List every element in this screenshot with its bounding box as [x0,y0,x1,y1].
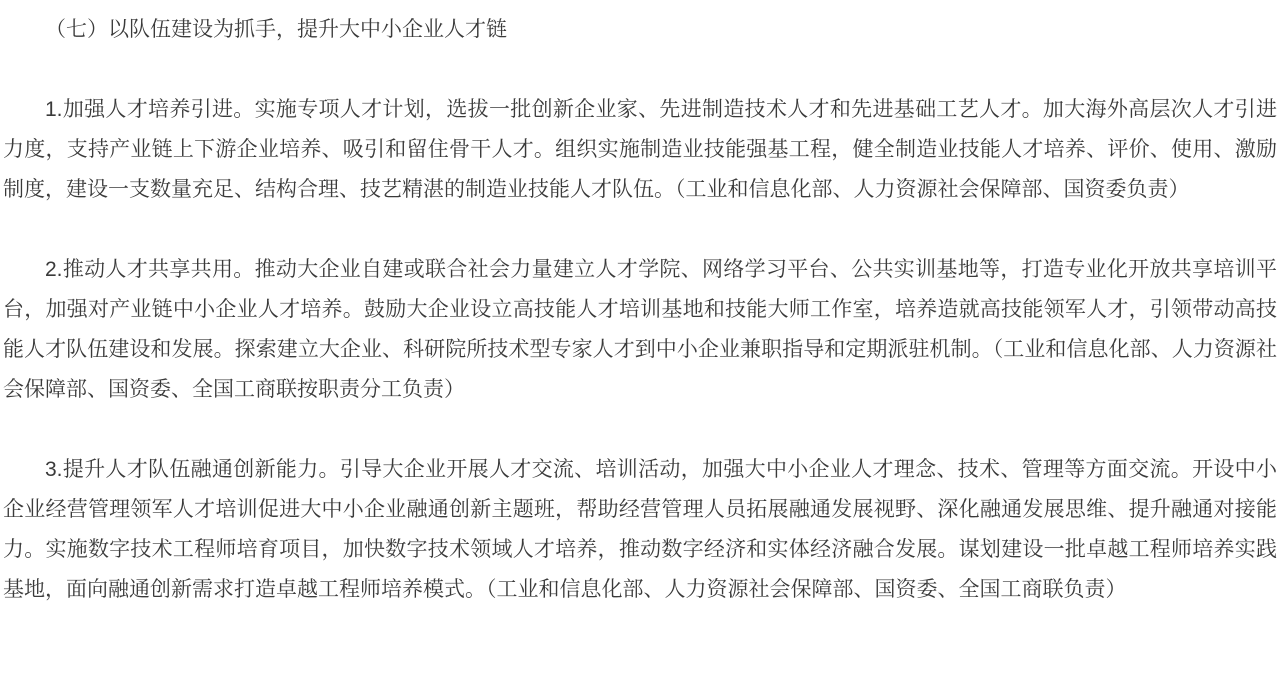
section-heading: （七）以队伍建设为抓手，提升大中小企业人才链 [45,18,507,41]
paragraph-1: 1.加强人才培养引进。实施专项人才计划，选拔一批创新企业家、先进制造技术人才和先进基础工艺人才。加大海外高层次人才引进力度，支持产业链上下游企业培养、吸引和留住骨干人才。组织实施制造业技能强基工程，健全制造业技能人才培养、评价、使用、激励制度，建设一支数量充足、结构合理、技艺精湛的制造业技能人才队伍。（工业和信息化部、人力资源社会保障部、国资委负责） [3,98,1277,201]
paragraph-3: 3.提升人才队伍融通创新能力。引导大企业开展人才交流、培训活动，加强大中小企业人才理念、技术、管理等方面交流。开设中小企业经营管理领军人才培训促进大中小企业融通创新主题班，帮助经营管理人员拓展融通发展视野、深化融通发展思维、提升融通对接能力。实施数字技术工程师培育项目，加快数字技术领域人才培养，推动数字经济和实体经济融合发展。谋划建设一批卓越工程师培养实践基地，面向融通创新需求打造卓越工程师培养模式。（工业和信息化部、人力资源社会保障部、国资委、全国工商联负责） [3,458,1277,601]
paragraph-2: 2.推动人才共享共用。推动大企业自建或联合社会力量建立人才学院、网络学习平台、公共实训基地等，打造专业化开放共享培训平台，加强对产业链中小企业人才培养。鼓励大企业设立高技能人才培训基地和技能大师工作室，培养造就高技能领军人才，引领带动高技能人才队伍建设和发展。探索建立大企业、科研院所技术型专家人才到中小企业兼职指导和定期派驻机制。（工业和信息化部、人力资源社会保障部、国资委、全国工商联按职责分工负责） [3,258,1277,401]
